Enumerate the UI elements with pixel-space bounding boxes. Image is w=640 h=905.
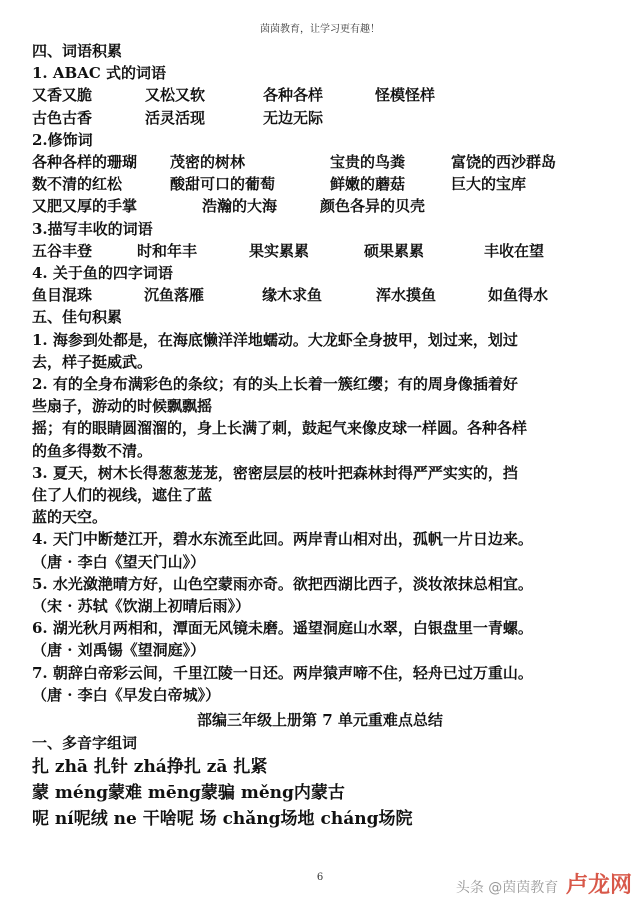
paragraph-line: （唐 · 刘禹锡《望洞庭》） bbox=[32, 641, 206, 660]
phrase: 巨大的宝库 bbox=[451, 175, 527, 194]
paragraph-line: 去，样子挺威武。 bbox=[32, 352, 153, 371]
word: 缘木求鱼 bbox=[262, 286, 323, 305]
paragraph-line: 3. 夏天，树木长得葱葱茏茏，密密层层的枝叶把森林封得严严实实的，挡 bbox=[32, 463, 518, 482]
word: 沉鱼落雁 bbox=[144, 286, 205, 305]
paragraph-line: 些扇子，游动的时候飘飘摇 bbox=[32, 397, 213, 416]
paragraph-line: 4. 天门中断楚江开，碧水东流至此回。两岸青山相对出，孤帆一片日边来。 bbox=[32, 530, 533, 549]
word: 又松又软 bbox=[145, 86, 206, 105]
modifier-row-2 bbox=[32, 173, 616, 195]
word: 活灵活现 bbox=[145, 108, 206, 127]
abac-title: 1. ABAC 式的词语 bbox=[32, 64, 166, 83]
word: 硕果累累 bbox=[364, 241, 425, 260]
paragraph-line: （唐 · 李白《望天门山》） bbox=[32, 552, 206, 571]
phrase: 浩瀚的大海 bbox=[202, 197, 278, 216]
page-header: 茵茵教育，让学习更有趣！ bbox=[260, 24, 380, 35]
paragraph-line: 2. 有的全身布满彩色的条纹；有的头上长着一簇红缨；有的周身像插着好 bbox=[32, 375, 518, 394]
section-4-title: 四、词语积累 bbox=[32, 42, 123, 60]
phrase: 酸甜可口的葡萄 bbox=[170, 175, 276, 194]
paragraph-line: 的鱼多得数不清。 bbox=[32, 441, 153, 460]
fish-row bbox=[32, 284, 616, 306]
document-body bbox=[32, 40, 616, 832]
word: 丰收在望 bbox=[484, 241, 545, 260]
section-5-title: 五、佳句积累 bbox=[32, 308, 123, 327]
harvest-row bbox=[32, 240, 616, 262]
section-1-title: 一、多音字组词 bbox=[32, 734, 138, 753]
polyphonic-line: 扎 zhā 扎针 zhá挣扎 zā 扎紧 bbox=[32, 757, 268, 778]
harvest-title: 3.描写丰收的词语 bbox=[32, 219, 153, 238]
modifier-title: 2.修饰词 bbox=[32, 130, 93, 149]
phrase: 宝贵的鸟粪 bbox=[330, 153, 406, 172]
watermark-text: 卢龙网 bbox=[565, 873, 632, 898]
phrase: 各种各样的珊瑚 bbox=[32, 153, 138, 172]
word: 鱼目混珠 bbox=[32, 286, 93, 305]
word: 无边无际 bbox=[263, 108, 324, 127]
paragraph-line: 5. 水光潋滟晴方好，山色空蒙雨亦奇。欲把西湖比西子，淡妆浓抹总相宜。 bbox=[32, 574, 533, 593]
phrase: 鲜嫩的蘑菇 bbox=[330, 175, 406, 194]
word: 古色古香 bbox=[32, 108, 93, 127]
unit-title: 部编三年级上册第 7 单元重难点总结 bbox=[197, 711, 443, 730]
phrase: 富饶的西沙群岛 bbox=[451, 153, 557, 172]
paragraph-line: 住了人们的视线，遮住了蓝 bbox=[32, 486, 213, 505]
watermark-logo bbox=[456, 868, 632, 899]
paragraph-line: （唐 · 李白《早发白帝城》） bbox=[32, 685, 221, 704]
fish-title: 4. 关于鱼的四字词语 bbox=[32, 264, 173, 283]
word: 又香又脆 bbox=[32, 86, 93, 105]
phrase: 又肥又厚的手掌 bbox=[32, 197, 138, 216]
abac-row-2 bbox=[32, 107, 616, 129]
word: 浑水摸鱼 bbox=[376, 286, 437, 305]
word: 怪模怪样 bbox=[375, 86, 436, 105]
paragraph-line: 蓝的天空。 bbox=[32, 508, 108, 527]
word: 果实累累 bbox=[249, 241, 310, 260]
phrase: 数不清的红松 bbox=[32, 175, 123, 194]
paragraph-line: 6. 湖光秋月两相和，潭面无风镜未磨。遥望洞庭山水翠，白银盘里一青螺。 bbox=[32, 619, 533, 638]
word: 五谷丰登 bbox=[32, 241, 93, 260]
modifier-row-3 bbox=[32, 195, 616, 217]
paragraph-line: （宋 · 苏轼《饮湖上初晴后雨》） bbox=[32, 597, 251, 616]
page-number: 6 bbox=[316, 872, 324, 883]
sentence-paragraphs bbox=[32, 329, 616, 706]
polyphonic-list bbox=[32, 754, 616, 832]
abac-row-1 bbox=[32, 84, 616, 106]
paragraph-line: 7. 朝辞白帝彩云间，千里江陵一日还。两岸猿声啼不住，轻舟已过万重山。 bbox=[32, 663, 533, 682]
paragraph-line: 摇；有的眼睛圆溜溜的，身上长满了刺，鼓起气来像皮球一样圆。各种各样 bbox=[32, 419, 528, 438]
watermark-small-text: 头条 @茵茵教育 bbox=[455, 880, 559, 896]
modifier-row-1 bbox=[32, 151, 616, 173]
word: 时和年丰 bbox=[137, 241, 198, 260]
paragraph-line: 1. 海参到处都是，在海底懒洋洋地蠕动。大龙虾全身披甲，划过来，划过 bbox=[32, 330, 518, 349]
polyphonic-line: 蒙 méng蒙难 mēng蒙骗 měng内蒙古 bbox=[32, 783, 345, 804]
phrase: 颜色各异的贝壳 bbox=[320, 197, 426, 216]
word: 各种各样 bbox=[263, 86, 324, 105]
phrase: 茂密的树林 bbox=[170, 153, 246, 172]
polyphonic-line: 呢 ní呢绒 ne 干啥呢 场 chǎng场地 cháng场院 bbox=[32, 809, 413, 830]
word: 如鱼得水 bbox=[488, 286, 549, 305]
